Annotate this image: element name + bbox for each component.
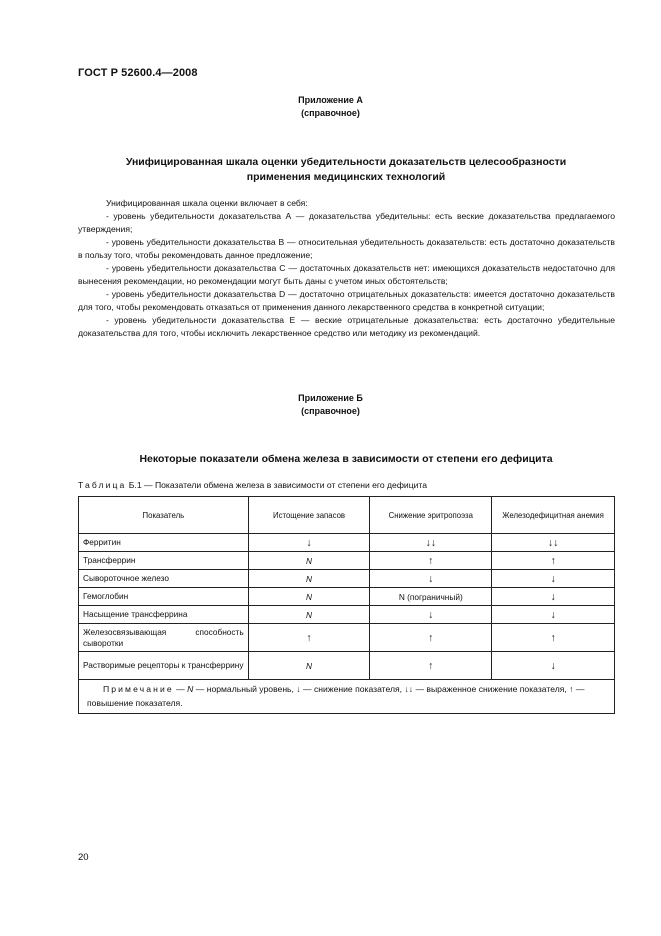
table-cell: ↓↓ — [492, 534, 615, 552]
annex-a-label — [0, 94, 661, 120]
table-cell: N — [248, 606, 370, 624]
row-label: Растворимые рецепторы к трансферрину — [79, 652, 249, 680]
table-header-row — [79, 497, 615, 534]
row-label: Трансферрин — [79, 552, 249, 570]
table-note — [79, 680, 615, 714]
note-n-symbol: N — [187, 684, 194, 694]
annex-b-label — [0, 392, 661, 418]
double-arrow-down-icon: ↓↓ — [404, 684, 414, 694]
row-label-text: Железосвязывающая способность сыворотки — [83, 626, 244, 648]
annex-a-body — [78, 197, 615, 341]
table-cell: ↑ — [248, 624, 370, 652]
table-cell: N — [248, 652, 370, 680]
annex-b-heading: Некоторые показатели обмена железа в зависимости от степени его дефицита — [139, 453, 553, 465]
table-cell: ↓ — [492, 652, 615, 680]
table-row — [79, 652, 615, 680]
annex-a-heading — [78, 155, 614, 185]
table-caption-text: Б.1 — Показатели обмена железа в зависимости от степени его дефицита — [126, 480, 428, 490]
row-label — [79, 624, 249, 652]
paragraph: - уровень убедительности доказательства В — относительная убедительность доказательств: есть достаточно доказательств в пользу того, чтобы рекомендовать данное предложение; — [78, 237, 615, 261]
note-up-text: — повышение показателя. — [87, 684, 585, 708]
annex-b-title: Приложение Б — [298, 393, 363, 403]
paragraph: - уровень убедительности доказательства А — доказательства убедительны: есть веские доказательства предлагаемого утверждения; — [78, 211, 615, 235]
note-downdown-text: — выраженное снижение показателя, — [413, 684, 567, 694]
page-number: 20 — [78, 852, 89, 863]
table-cell: ↑ — [492, 552, 615, 570]
paragraph: - уровень убедительности доказательства D — достаточно отрицательных доказательств: имеется достаточно доказательств для того, чтобы рекомендовать отказаться от применения данного лекарственного средства в конкретной ситуации; — [78, 289, 615, 313]
arrow-up-icon: ↑ — [569, 684, 574, 694]
note-label: Примечание — [103, 684, 174, 694]
table-cell: ↑ — [370, 552, 492, 570]
table-cell: N — [248, 570, 370, 588]
table-cell: ↓ — [370, 570, 492, 588]
row-label: Ферритин — [79, 534, 249, 552]
annex-a-title: Приложение А — [298, 95, 363, 105]
table-cell: ↑ — [370, 652, 492, 680]
table-cell: ↓ — [370, 606, 492, 624]
paragraph: Унифицированная шкала оценки включает в себя: — [106, 198, 308, 208]
table-cell: N — [248, 588, 370, 606]
column-header: Показатель — [79, 497, 249, 534]
table-row — [79, 606, 615, 624]
arrow-down-icon: ↓ — [296, 684, 301, 694]
row-label: Гемоглобин — [79, 588, 249, 606]
table-cell: N — [248, 552, 370, 570]
paragraph: - уровень убедительности доказательства Е — веские отрицательные доказательства: есть достаточно убедительные доказательства для того, чтобы исключить лекарственное средство или методику из рекомендаций. — [78, 315, 615, 339]
table-cell: ↓ — [492, 570, 615, 588]
table-cell: ↓↓ — [370, 534, 492, 552]
iron-metabolism-table — [78, 496, 615, 714]
note-dash: — — [173, 684, 188, 694]
annex-a-note: (справочное) — [301, 108, 360, 118]
document-header: ГОСТ Р 52600.4—2008 — [78, 67, 198, 79]
annex-a-heading-line2: применения медицинских технологий — [246, 171, 446, 183]
table-cell: ↑ — [492, 624, 615, 652]
table-cell: ↓ — [248, 534, 370, 552]
table-row — [79, 570, 615, 588]
column-header: Железодефицитная анемия — [492, 497, 615, 534]
row-label: Сывороточное железо — [79, 570, 249, 588]
table-row — [79, 588, 615, 606]
row-label: Насыщение трансферрина — [79, 606, 249, 624]
table-row — [79, 534, 615, 552]
annex-a-heading-line1: Унифицированная шкала оценки убедительности доказательств целесообразности — [125, 156, 567, 168]
paragraph: - уровень убедительности доказательства С — достаточных доказательств нет: имеющихся доказательств недостаточно для вынесения рекомендации, но рекомендации могут быть даны с учетом иных обстоятельств; — [78, 263, 615, 287]
table-note-row — [79, 680, 615, 714]
column-header: Снижение эритропоэза — [370, 497, 492, 534]
table-cell: ↓ — [492, 588, 615, 606]
table-cell: ↓ — [492, 606, 615, 624]
note-down-text: — снижение показателя, — [300, 684, 403, 694]
column-header: Истощение запасов — [248, 497, 370, 534]
table-caption — [78, 480, 427, 490]
table-row — [79, 552, 615, 570]
table-row — [79, 624, 615, 652]
annex-b-note: (справочное) — [301, 406, 360, 416]
note-n-text: — нормальный уровень, — [193, 684, 294, 694]
table-cell: ↑ — [370, 624, 492, 652]
table-cell: N (пограничный) — [370, 588, 492, 606]
table-caption-prefix: Таблица — [78, 480, 127, 490]
